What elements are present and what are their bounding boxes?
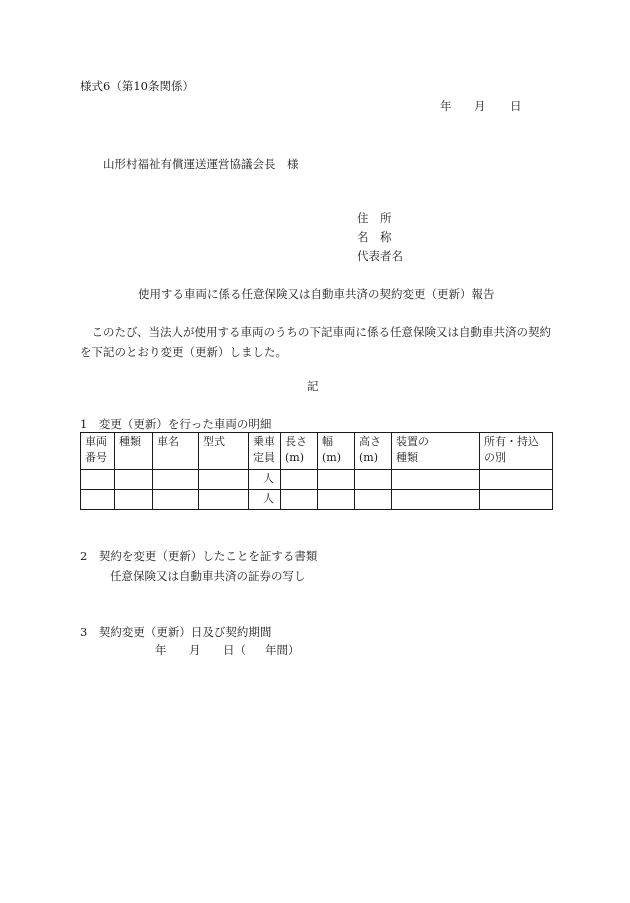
col-ownership: 所有・持込 の別 [480,433,553,470]
table-cell [281,490,318,510]
contract-year-label: 年 [155,643,167,657]
table-cell [153,490,199,510]
vehicle-table [80,432,553,510]
table-header-row [81,433,553,470]
table-cell [81,470,115,490]
section2-heading: 2 契約を変更（更新）したことを証する書類 [80,549,318,563]
date-year-label: 年 [440,99,452,113]
table-row [81,470,553,490]
section2-body: 任意保険又は自動車共済の証券の写し [110,569,306,583]
capacity-unit-cell: 人 [249,490,281,510]
contract-period-label: 年間） [265,643,300,657]
addressee: 山形村福祉有償運送運営協議会長 様 [103,157,299,171]
table-cell [480,490,553,510]
table-cell [392,490,480,510]
sender-representative-label: 代表者名 [357,249,403,263]
table-cell [480,470,553,490]
table-cell [355,470,392,490]
table-cell [153,470,199,490]
col-model: 型式 [199,433,249,470]
col-width: 幅 (m) [318,433,355,470]
col-car-name: 車名 [153,433,199,470]
table-cell [199,470,249,490]
sender-name-label: 名 称 [357,230,392,244]
table-cell [199,490,249,510]
body-text: このたび、当法人が使用する車両のうちの下記車両に係る任意保険又は自動車共済の契約を下記のとおり変更（更新）しました。 [80,325,552,359]
table-cell [81,490,115,510]
capacity-unit-cell: 人 [249,470,281,490]
col-vehicle-number: 車両 番号 [81,433,115,470]
table-row [81,490,553,510]
table-cell [115,470,153,490]
contract-day-label: 日（ [223,643,246,657]
table-cell [318,490,355,510]
ki-marker: 記 [307,379,319,393]
sender-address-label: 住 所 [357,211,392,225]
section3-body [155,644,300,658]
section1-heading: 1 変更（更新）を行った車両の明細 [80,417,272,431]
document-title: 使用する車両に係る任意保険又は自動車共済の契約変更（更新）報告 [138,287,495,301]
contract-month-label: 月 [189,643,201,657]
col-capacity: 乗車 定員 [249,433,281,470]
col-type: 種類 [115,433,153,470]
table-cell [115,490,153,510]
form-number: 様式6（第10条関係） [80,79,194,93]
col-height: 高さ (m) [355,433,392,470]
date-line [440,100,522,114]
col-length: 長さ (m) [281,433,318,470]
table-cell [318,470,355,490]
table-cell [281,470,318,490]
body-paragraph [80,322,555,362]
section3-heading: 3 契約変更（更新）日及び契約期間 [80,625,272,639]
date-month-label: 月 [474,99,486,113]
col-device-type: 装置の 種類 [392,433,480,470]
table-cell [355,490,392,510]
date-day-label: 日 [510,99,522,113]
table-cell [392,470,480,490]
